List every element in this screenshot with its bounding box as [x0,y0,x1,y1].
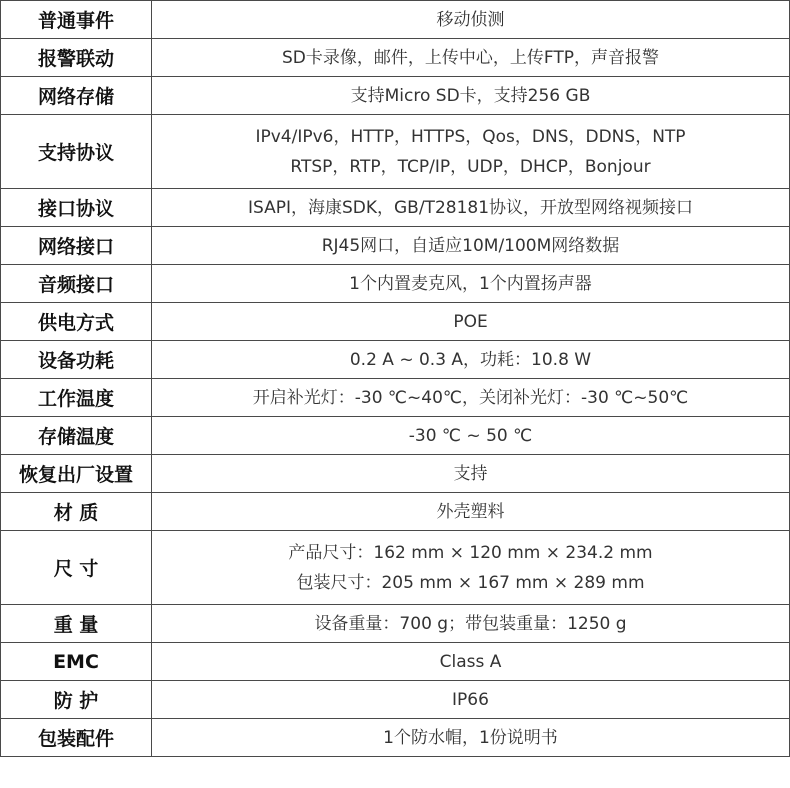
spec-row [1,719,790,757]
spec-value-line: 外壳塑料 [436,501,505,522]
spec-label: 重 量 [1,605,152,643]
spec-value-line: 开启补光灯：-30 ℃~40℃，关闭补光灯：-30 ℃~50℃ [252,387,689,408]
spec-value [152,265,790,303]
spec-value [152,605,790,643]
spec-row [1,643,790,681]
spec-value-line: 包装尺寸：205 mm × 167 mm × 289 mm [296,572,645,593]
spec-value [152,39,790,77]
spec-value-line: 支持 [453,463,488,484]
spec-value-line: ISAPI，海康SDK，GB/T28181协议，开放型网络视频接口 [247,197,694,218]
spec-value [152,1,790,39]
spec-value [152,719,790,757]
spec-label: 防 护 [1,681,152,719]
spec-row [1,189,790,227]
spec-value [152,77,790,115]
spec-value-line: RTSP，RTP，TCP/IP，UDP，DHCP，Bonjour [290,156,651,177]
spec-row [1,227,790,265]
spec-label: 供电方式 [1,303,152,341]
spec-value [152,531,790,605]
spec-row [1,341,790,379]
spec-value [152,681,790,719]
spec-value [152,189,790,227]
spec-value-line: 1个防水帽，1份说明书 [383,727,558,748]
spec-value-line: RJ45网口，自适应10M/100M网络数据 [321,235,620,256]
spec-label: 报警联动 [1,39,152,77]
spec-value-line: 产品尺寸：162 mm × 120 mm × 234.2 mm [288,542,653,563]
spec-label: 支持协议 [1,115,152,189]
spec-value-line: Class A [439,651,502,672]
spec-value-line: 0.2 A ~ 0.3 A，功耗：10.8 W [349,349,592,370]
spec-value-line: 1个内置麦克风，1个内置扬声器 [349,273,592,294]
spec-value-line: -30 ℃ ~ 50 ℃ [408,425,533,446]
spec-value-line: 移动侦测 [436,9,505,30]
spec-row [1,455,790,493]
spec-row [1,605,790,643]
spec-label: 恢复出厂设置 [1,455,152,493]
spec-value [152,303,790,341]
spec-value [152,455,790,493]
spec-value-line: 支持Micro SD卡，支持256 GB [350,85,591,106]
spec-value [152,643,790,681]
spec-value-line: IPv4/IPv6，HTTP，HTTPS，Qos，DNS，DDNS，NTP [255,126,686,147]
spec-value [152,493,790,531]
spec-row [1,681,790,719]
spec-value-line: POE [453,311,488,332]
spec-label: 普通事件 [1,1,152,39]
spec-row [1,39,790,77]
spec-label: 包装配件 [1,719,152,757]
spec-label: 网络存储 [1,77,152,115]
spec-value [152,115,790,189]
spec-label: 设备功耗 [1,341,152,379]
spec-label: 尺 寸 [1,531,152,605]
spec-label: 材 质 [1,493,152,531]
spec-row [1,417,790,455]
spec-table-body [1,1,790,757]
spec-value [152,417,790,455]
spec-label: EMC [1,643,152,681]
spec-label: 存储温度 [1,417,152,455]
spec-value-line: IP66 [452,689,489,710]
spec-value [152,341,790,379]
spec-value-line: 设备重量：700 g；带包装重量：1250 g [314,613,627,634]
spec-row [1,379,790,417]
spec-value-line: SD卡录像，邮件，上传中心，上传FTP，声音报警 [282,47,659,68]
spec-row [1,303,790,341]
spec-row [1,531,790,605]
spec-label: 音频接口 [1,265,152,303]
spec-row [1,1,790,39]
spec-label: 网络接口 [1,227,152,265]
spec-value [152,227,790,265]
spec-label: 接口协议 [1,189,152,227]
spec-value [152,379,790,417]
spec-row [1,265,790,303]
spec-row [1,115,790,189]
spec-label: 工作温度 [1,379,152,417]
spec-row [1,77,790,115]
spec-row [1,493,790,531]
